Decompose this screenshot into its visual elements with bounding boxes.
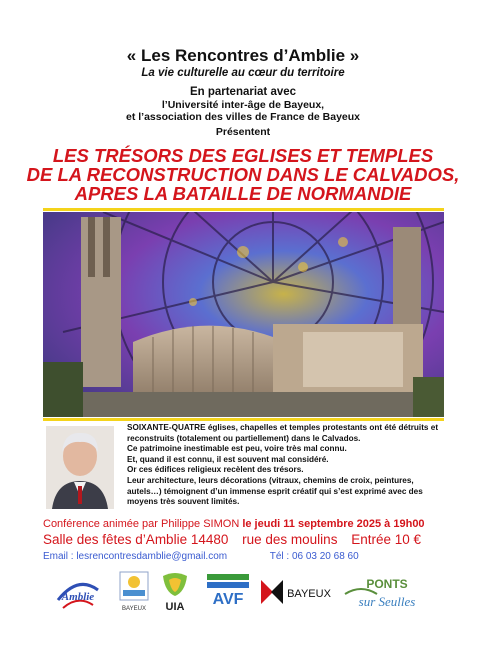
yellow-divider-bottom [43, 418, 444, 421]
logo-seulles-text: sur Seulles [358, 594, 416, 609]
description-p5: Leur architecture, leurs décorations (vitraux, chemins de croix, peintures, autels…) témoignent d’un immense esprit créatif qui s’est exprimé avec des moyens très souvent limités. [127, 475, 423, 507]
entry-price: Entrée 10 € [351, 532, 422, 547]
conference-line [43, 518, 453, 530]
logo-bayeux-text: BAYEUX [287, 588, 331, 600]
logo-amblie-text: Amblie [61, 591, 95, 603]
contact-phone: Tél : 06 03 20 68 60 [269, 551, 359, 562]
lecture-title-line3: APRES LA BATAILLE DE NORMANDIE [74, 183, 412, 204]
contact-line [43, 551, 453, 562]
lecture-title-line1: LES TRÉSORS DES EGLISES ET TEMPLES [52, 145, 434, 166]
description-p4: Or ces édifices religieux recèlent des trésors. [127, 465, 304, 475]
bayeux-logo [259, 570, 335, 616]
venue-street: rue des moulins [242, 532, 338, 547]
speaker-portrait [46, 426, 114, 509]
description-p1: SOIXANTE-QUATRE églises, chapelles et temples protestants ont été détruits et reconstruits (totalement ou partiellement) dans le Calvados. [127, 423, 439, 443]
avf-logo [205, 570, 251, 616]
partnership-label: En partenariat avec [189, 86, 297, 98]
venue-name: Salle des fêtes d’Amblie 14480 [43, 532, 229, 547]
lecture-title [0, 146, 486, 203]
logo-avf-text: AVF [212, 591, 244, 608]
logo-bayeux-city-text: BAYEUX [122, 606, 146, 612]
uia-logo [155, 570, 195, 616]
logo-uia-text: UIA [165, 601, 185, 613]
partner-university: l’Université inter-âge de Bayeux, [161, 99, 325, 111]
description-p2: Ce patrimoine inestimable est peu, voire très mal connu. [127, 444, 347, 454]
bayeux-city-logo [117, 570, 151, 616]
description-p3: Et, quand il est connu, il est souvent mal considéré. [127, 454, 329, 464]
partner-association: et l’association des villes de France de Bayeux [125, 111, 361, 123]
yellow-divider-top [43, 208, 444, 211]
description-block [127, 423, 447, 508]
contact-email[interactable]: Email : lesrencontresdamblie@gmail.com [43, 551, 228, 562]
ponts-sur-seulles-logo [341, 570, 427, 616]
poster-title: « Les Rencontres d’Amblie » [126, 46, 360, 65]
venue-line [43, 532, 453, 547]
event-date: le jeudi 11 septembre 2025 à 19h00 [242, 518, 425, 530]
amblie-logo [53, 570, 103, 616]
church-photo [43, 212, 444, 417]
poster-subtitle: La vie culturelle au cœur du territoire [141, 67, 345, 79]
partner-logos [45, 570, 445, 616]
presents-label: Présentent [215, 126, 271, 138]
logo-ponts-text: PONTS [366, 577, 408, 591]
lecture-title-line2: DE LA RECONSTRUCTION DANS LE CALVADOS, [26, 164, 460, 185]
speaker-label: Conférence animée par Philippe SIMON [43, 518, 240, 530]
